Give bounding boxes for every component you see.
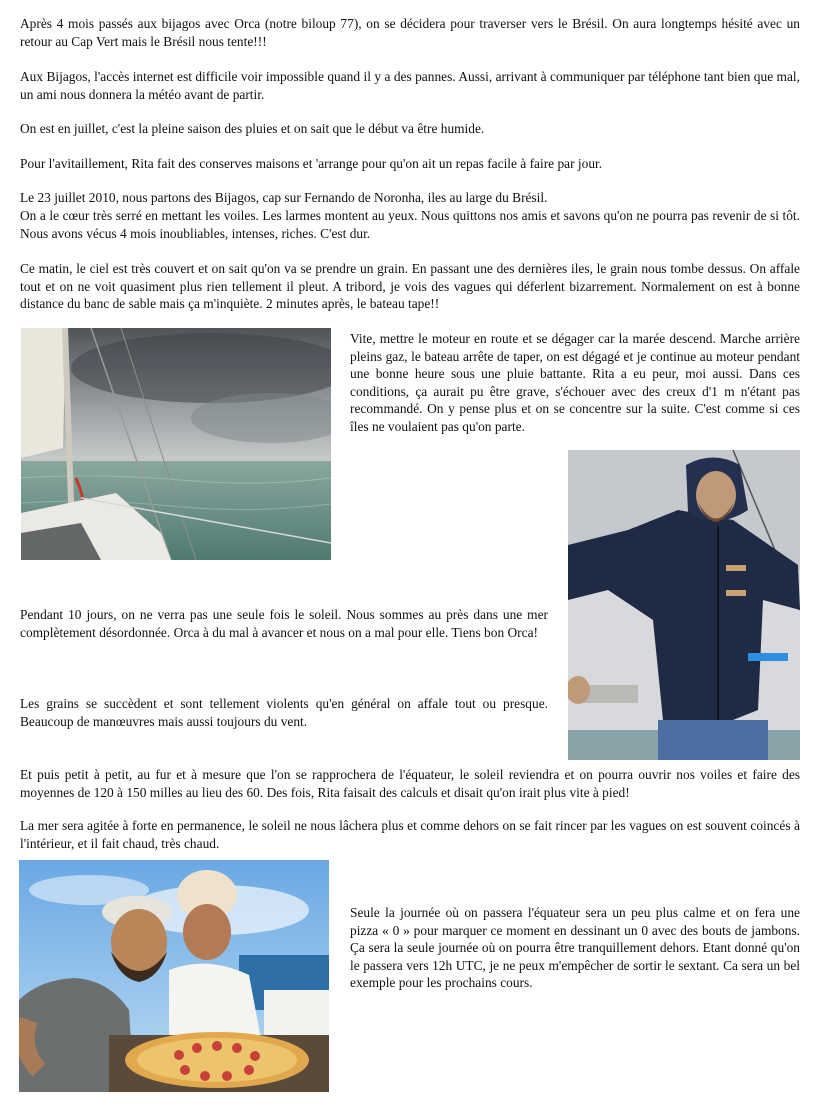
paragraph-no-sun: Pendant 10 jours, on ne verra pas une seule fois le soleil. Nous sommes au près dans une mer complètement désordonnée. Orca à du mal à avancer et nous on a mal pour elle. Tiens bon Orca!: [20, 607, 548, 640]
paragraph-departure: Après 4 mois passés aux bijagos avec Orca (notre biloup 77), on se décidera pour traverser vers le Brésil. On aura longtemps hésité avec un retour au Cap Vert mais le Brésil nous tente!!!: [20, 16, 800, 49]
paragraph-date: Le 23 juillet 2010, nous partons des Bijagos, cap sur Fernando de Noronha, iles au large du Brésil.: [20, 190, 548, 205]
paragraph-squalls: Les grains se succèdent et sont tellement violents qu'en général on affale tout ou presque. Beaucoup de manœuvres mais aussi toujours du vent.: [20, 696, 548, 729]
pizza-selfie-photo: [19, 860, 329, 1092]
paragraph-equator-day: Seule la journée où on passera l'équateur sera un peu plus calme et on fera une pizza « 0 » pour marquer ce moment en dessinant un 0 avec des bouts de jambons. Ça sera la seule journée où on pourra être tranquillement dehors. Etant donné qu'on le passera vers 12h UTC, je ne peux m'empêcher de sortir le sextant. Ca sera un bel exemple pour les prochains cours.: [350, 905, 800, 991]
rain-jacket-photo: [568, 450, 800, 760]
paragraph-rough-sea: La mer sera agitée à forte en permanence, le soleil ne nous lâchera plus et comme dehors on se fait rincer par les vagues on est souvent coincés à l'intérieur, et il fait chaud, très chaud.: [20, 818, 800, 851]
paragraph-engine: Vite, mettre le moteur en route et se dégager car la marée descend. Marche arrière pleins gaz, le bateau arrête de taper, on est dégagé et je continue au moteur pendant une bonne heure sous une pluie battante. Rita a eu peur, moi aussi. Dans ces conditions, ça aurait pu être grave, s'échouer avec des creux d'1 m n'étant pas recommandé. On y pense plus et on se concentre sur la suite. C'est comme si ces îles ne voulaient pas qu'on parte.: [350, 331, 800, 434]
storm-sailing-photo: [21, 328, 331, 560]
paragraph-equator-approach: Et puis petit à petit, au fur et à mesure que l'on se rapprochera de l'équateur, le soleil reviendra et on pourra ouvrir nos voiles et faire des moyennes de 120 à 150 milles au lieu des 60. Des fois, Rita faisait des calculs et disait qu'on irait plus vite à pied!: [20, 767, 800, 800]
paragraph-internet: Aux Bijagos, l'accès internet est difficile voir impossible quand il y a des pannes. Aussi, arrivant à communiquer par téléphone tant bien que mal, un ami nous donnera la météo avant de partir.: [20, 69, 800, 102]
paragraph-squall: Ce matin, le ciel est très couvert et on sait qu'on va se prendre un grain. En passant une des dernières iles, le grain nous tombe dessus. On affale tout et on ne voit quasiment plus rien tellement il pleut. A tribord, je vois des vagues qui déferlent bizarrement. Normalement on est à bonne distance du banc de sable mais ça m'inquiète. 2 minutes après, le bateau tape!!: [20, 261, 800, 312]
paragraph-farewell: On a le cœur très serré en mettant les voiles. Les larmes montent au yeux. Nous quittons nos amis et savons qu'on ne pourra pas revenir de si tôt. Nous avons vécus 4 mois inoubliables, intenses, riches. C'est dur.: [20, 208, 800, 241]
paragraph-season: On est en juillet, c'est la pleine saison des pluies et on sait que le début va être humide.: [20, 121, 485, 136]
paragraph-provisions: Pour l'avitaillement, Rita fait des conserves maisons et 'arrange pour qu'on ait un repas facile à faire par jour.: [20, 156, 603, 171]
